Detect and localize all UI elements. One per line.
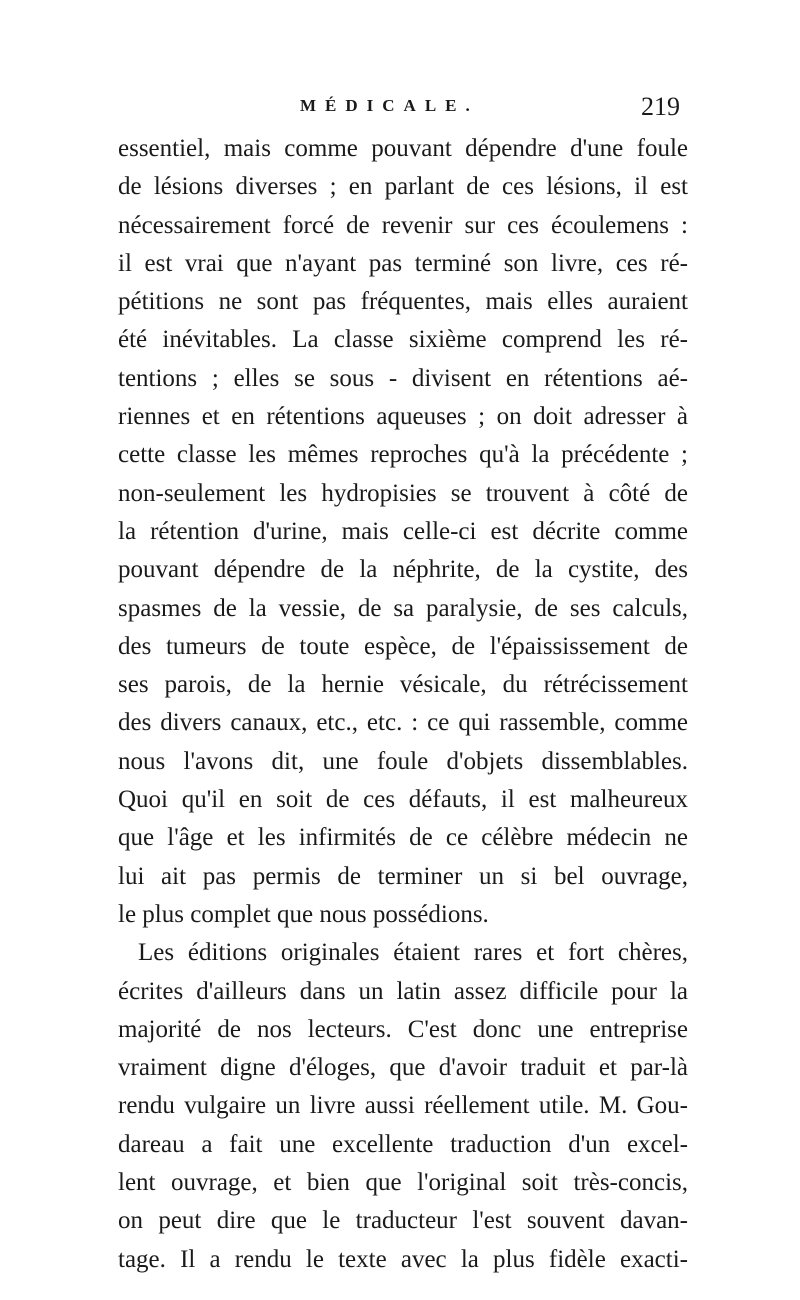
text-line: rendu vulgaire un livre aussi réellement utile. M. Gou- [118, 1092, 688, 1120]
text-line: tage. Il a rendu le texte avec la plus fidèle exacti- [118, 1245, 688, 1273]
text-line: pouvant dépendre de la néphrite, de la cystite, des [118, 556, 688, 584]
text-line: non-seulement les hydropisies se trouvent à côté de [118, 479, 688, 507]
text-line: spasmes de la vessie, de sa paralysie, de ses calculs, [118, 594, 688, 622]
text-line: été inévitables. La classe sixième comprend les ré- [118, 326, 688, 354]
text-line: écrites d'ailleurs dans un latin assez difficile pour la [118, 977, 688, 1005]
text-line: dareau a fait une excellente traduction d'un excel- [118, 1130, 688, 1158]
text-line: il est vrai que n'ayant pas terminé son livre, ces ré- [118, 249, 688, 277]
text-line: tentions ; elles se sous - divisent en rétentions aé- [118, 364, 688, 392]
text-line: on peut dire que le traducteur l'est souvent davan- [118, 1207, 688, 1235]
text-line: nécessairement forcé de revenir sur ces écoulemens : [118, 211, 688, 239]
body-text [118, 130, 688, 1279]
page-number: 219 [641, 92, 680, 121]
text-line: vraiment digne d'éloges, que d'avoir traduit et par-là [118, 1054, 688, 1082]
text-line: nous l'avons dit, une foule d'objets dissemblables. [118, 747, 688, 775]
paragraph-start-line: Les éditions originales étaient rares et fort chères, [138, 939, 688, 967]
page-header [120, 92, 680, 126]
text-line: essentiel, mais comme pouvant dépendre d'une foule [118, 135, 688, 162]
text-line: des tumeurs de toute espèce, de l'épaississement de [118, 632, 688, 660]
text-line: que l'âge et les infirmités de ce célèbre médecin ne [118, 824, 688, 852]
paragraph-end-line: le plus complet que nous possédions. [118, 900, 489, 928]
text-line: Quoi qu'il en soit de ces défauts, il est malheureux [118, 786, 688, 814]
text-line: des divers canaux, etc., etc. : ce qui rassemble, comme [118, 709, 688, 737]
running-title: MÉDICALE. [300, 96, 479, 115]
text-line: lui ait pas permis de terminer un si bel ouvrage, [118, 862, 688, 890]
text-line: la rétention d'urine, mais celle-ci est décrite comme [118, 517, 688, 545]
text-line: cette classe les mêmes reproches qu'à la précédente ; [118, 441, 688, 469]
text-line: ses parois, de la hernie vésicale, du rétrécissement [118, 671, 688, 699]
text-line: de lésions diverses ; en parlant de ces lésions, il est [118, 173, 688, 201]
text-line: riennes et en rétentions aqueuses ; on doit adresser à [118, 403, 688, 431]
text-line: pétitions ne sont pas fréquentes, mais elles auraient [118, 288, 688, 316]
text-line: lent ouvrage, et bien que l'original soit très-concis, [118, 1169, 688, 1197]
text-line: majorité de nos lecteurs. C'est donc une entreprise [118, 1015, 688, 1043]
